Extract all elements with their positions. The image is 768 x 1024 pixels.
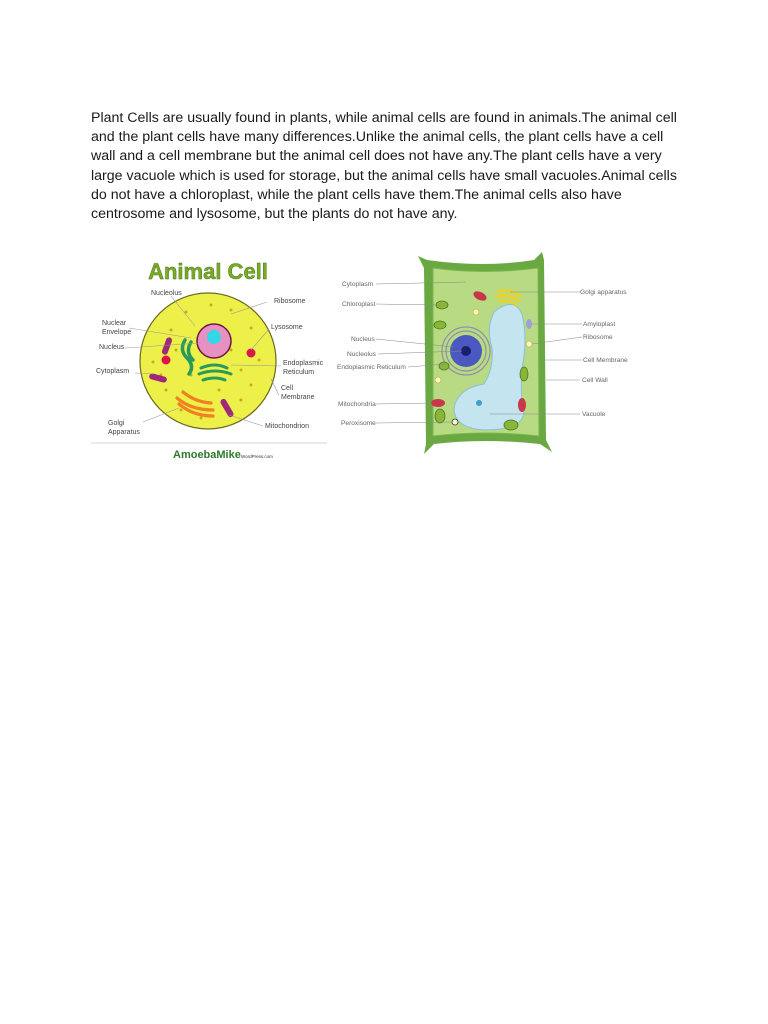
plant-label-nucleolus: Nucleolus <box>347 351 376 358</box>
label-nuclear-envelope-1: Nuclear <box>102 320 127 327</box>
plant-cell-diagram <box>334 248 634 460</box>
label-cell-membrane-2: Membrane <box>281 394 315 401</box>
plant-label-amyloplast: Amyloplast <box>583 321 616 328</box>
plant-label-peroxisome: Peroxisome <box>341 420 376 427</box>
label-ribosome: Ribosome <box>274 298 306 305</box>
lysosome-shape-2 <box>162 356 171 365</box>
peroxisome-shape <box>452 419 458 425</box>
label-cytoplasm: Cytoplasm <box>96 368 130 375</box>
label-lysosome: Lysosome <box>271 324 303 331</box>
animal-cell-diagram <box>91 250 331 465</box>
plant-label-chloroplast: Chloroplast <box>342 301 376 308</box>
label-nucleus: Nucleus <box>99 344 125 351</box>
animal-cell-title: Animal Cell <box>148 259 268 284</box>
plant-label-vacuole: Vacuole <box>582 411 606 418</box>
plant-label-ribosome: Ribosome <box>583 334 613 341</box>
label-golgi-1: Golgi <box>108 420 125 427</box>
label-golgi-2: Apparatus <box>108 429 140 436</box>
label-er-1: Endoplasmic <box>283 360 324 367</box>
label-cell-membrane-1: Cell <box>281 385 294 392</box>
plant-label-er: Endoplasmic Reticulum <box>337 364 406 371</box>
label-nuclear-envelope-2: Envelope <box>102 329 132 336</box>
plant-label-golgi: Golgi apparatus <box>580 289 627 296</box>
plant-label-cell-wall: Cell Wall <box>582 377 608 384</box>
plant-nucleolus-shape <box>461 346 471 356</box>
animal-nucleolus-shape <box>207 330 221 344</box>
label-mitochondrion: Mitochondrion <box>265 423 309 430</box>
label-er-2: Reticulum <box>283 369 315 376</box>
plant-label-nucleus: Nucleus <box>351 336 375 343</box>
credit-brand: AmoebaMike <box>173 449 241 461</box>
amyloplast-shape <box>526 319 532 329</box>
vacuole-dot <box>476 400 482 406</box>
plant-label-cytoplasm: Cytoplasm <box>342 281 374 288</box>
body-paragraph: Plant Cells are usually found in plants, while animal cells are found in animals.The animal cell and the plant cells have many differences.Unlike the animal cells, the plant cells have a cell wall and a cell membrane but the animal cell does not have any.The plant cells have a very large vacuole which is used for storage, but the animal cells have small vacuoles.Animal cells do not have a chloroplast, while the plant cells have them.The animal cells also have centrosome and lysosome, but the plants do not have any. <box>91 110 677 223</box>
label-nucleolus: Nucleolus <box>151 290 182 297</box>
credit-site: WordPress.com <box>241 454 273 459</box>
plant-label-cell-membrane: Cell Membrane <box>583 357 628 364</box>
plant-label-mitochondria: Mitochondria <box>338 401 376 408</box>
